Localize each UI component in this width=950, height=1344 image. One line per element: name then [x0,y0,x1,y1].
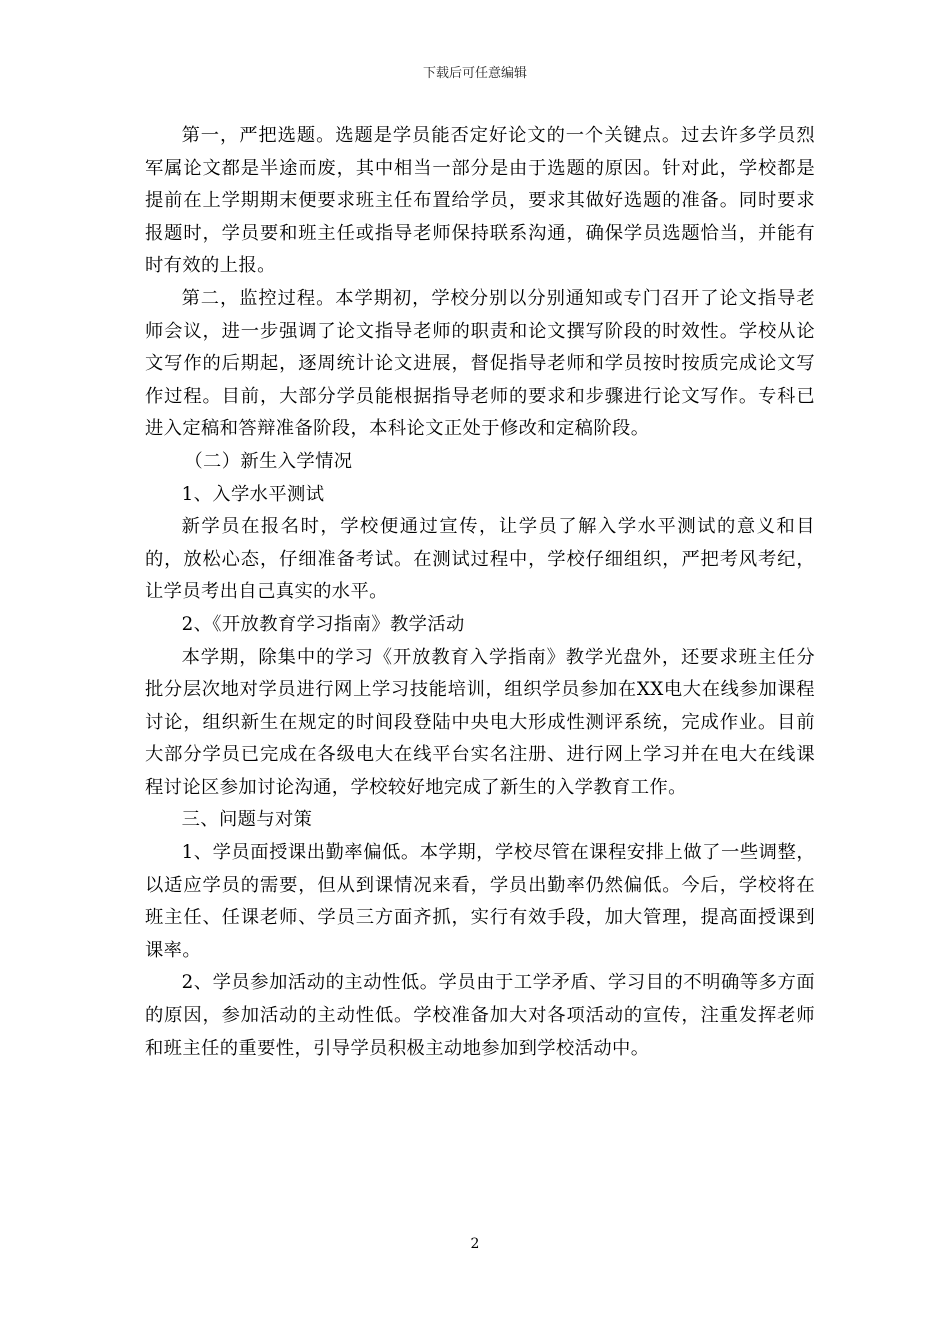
document-body [145,120,815,1065]
section-heading-problems: 三、问题与对策 [181,809,313,831]
paragraph-participation-problem: 2、学员参加活动的主动性低。学员由于工学矛盾、学习目的不明确等多方面的原因，参加活动的主动性低。学校准备加大对各项活动的宣传，注重发挥老师和班主任的重要性，引导学员积极主动地参加到学校活动中。 [145,972,815,1059]
paragraph-entrance-test: 新学员在报名时，学校便通过宣传，让学员了解入学水平测试的意义和目的，放松心态，仔细准备考试。在测试过程中，学校仔细组织，严把考风考纪，让学员考出自己真实的水平。 [145,516,815,603]
page-header: 下载后可任意编辑 [422,66,527,81]
paragraph-process-monitoring: 第二，监控过程。本学期初，学校分别以分别通知或专门召开了论文指导老师会议，进一步强调了论文指导老师的职责和论文撰写阶段的时效性。学校从论文写作的后期起，逐周统计论文进展，督促指导老师和学员按时按质完成论文写作过程。目前，大部分学员能根据指导老师的要求和步骤进行论文写作。专科已进入定稿和答辩准备阶段，本科论文正处于修改和定稿阶段。 [145,287,815,440]
paragraph-study-guide: 本学期，除集中的学习《开放教育入学指南》教学光盘外，还要求班主任分批分层次地对学员进行网上学习技能培训，组织学员参加在XX电大在线参加课程讨论，组织新生在规定的时间段登陆中央电大形成性测评系统，完成作业。目前大部分学员已完成在各级电大在线平台实名注册、进行网上学习并在电大在线课程讨论区参加讨论沟通，学校较好地完成了新生的入学教育工作。 [145,646,815,798]
subheading-entrance-test: 1、入学水平测试 [181,483,325,505]
paragraph-topic-selection: 第一，严把选题。选题是学员能否定好论文的一个关键点。过去许多学员烈军属论文都是半途而废，其中相当一部分是由于选题的原因。针对此，学校都是提前在上学期期末便要求班主任布置给学员，要求其做好选题的准备。同时要求报题时，学员要和班主任或指导老师保持联系沟通，确保学员选题恰当，并能有时有效的上报。 [145,125,815,277]
section-heading-new-students: （二）新生入学情况 [184,450,353,472]
subheading-study-guide: 2、《开放教育学习指南》教学活动 [181,613,465,635]
paragraph-attendance-problem: 1、学员面授课出勤率偏低。本学期，学校尽管在课程安排上做了一些调整，以适应学员的需要，但从到课情况来看，学员出勤率仍然偏低。今后，学校将在班主任、任课老师、学员三方面齐抓，实行有效手段，加大管理，提高面授课到课率。 [145,842,815,961]
page-number: 2 [470,1236,480,1252]
